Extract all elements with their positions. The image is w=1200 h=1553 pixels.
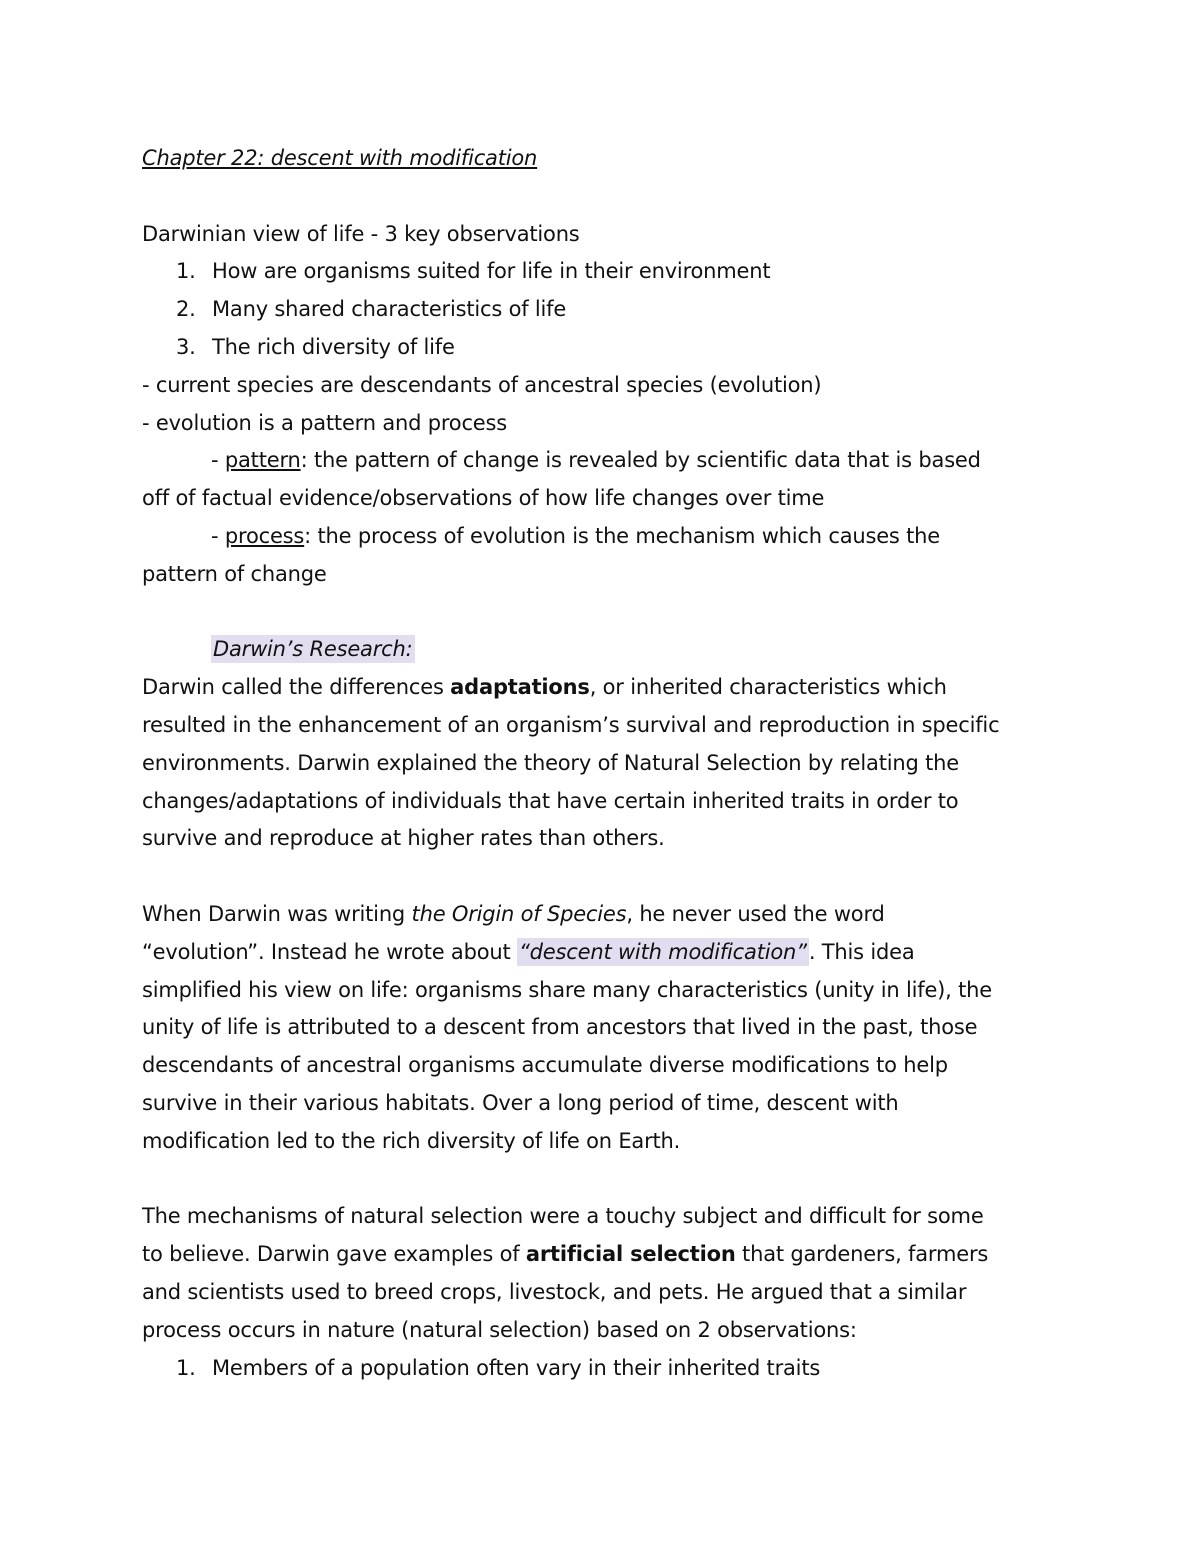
paragraph-line: survive and reproduce at higher rates than others. <box>142 826 665 851</box>
list-number: 3. <box>176 334 196 359</box>
paragraph-line <box>142 669 1062 707</box>
paragraph-line: modification led to the rich diversity of life on Earth. <box>142 1128 681 1153</box>
process-definition <box>142 518 1062 556</box>
observation-item <box>142 329 1062 367</box>
selection-observation-item <box>142 1350 1062 1388</box>
chapter-title: Chapter 22: descent with modification <box>142 146 538 170</box>
list-number: 2. <box>176 297 196 322</box>
paragraph-line: and scientists used to breed crops, livestock, and pets. He argued that a similar <box>142 1279 967 1304</box>
bullet-line: - evolution is a pattern and process <box>142 410 508 435</box>
process-continuation: pattern of change <box>142 561 327 586</box>
term-adaptations: adaptations <box>450 675 590 700</box>
paragraph-line: environments. Darwin explained the theory of Natural Selection by relating the <box>142 750 959 775</box>
text-run: , or inherited characteristics which <box>589 675 947 700</box>
spacer <box>142 1161 1062 1199</box>
process-term: process <box>224 523 305 548</box>
highlighted-phrase: “descent with modification” <box>519 939 807 964</box>
paragraph-line: The mechanisms of natural selection were a touchy subject and difficult for some <box>142 1204 984 1229</box>
paragraph-line: simplified his view on life: organisms share many characteristics (unity in life), the <box>142 977 992 1002</box>
book-title: the Origin of Species <box>411 901 627 926</box>
text-run: . This idea <box>808 939 915 964</box>
text-run: to believe. Darwin gave examples of <box>142 1242 526 1267</box>
observation-item <box>142 253 1062 291</box>
chapter-title-line <box>142 140 1062 178</box>
list-text: Members of a population often vary in their inherited traits <box>212 1355 821 1380</box>
list-text: Many shared characteristics of life <box>212 297 567 322</box>
paragraph-line: changes/adaptations of individuals that have certain inherited traits in order to <box>142 788 959 813</box>
paragraph-line: process occurs in nature (natural selection) based on 2 observations: <box>142 1317 857 1342</box>
text-run: Darwin called the differences <box>142 675 451 700</box>
paragraph-line: resulted in the enhancement of an organism’s survival and reproduction in specific <box>142 712 1000 737</box>
paragraph-line: survive in their various habitats. Over a long period of time, descent with <box>142 1090 899 1115</box>
research-heading: Darwin’s Research: <box>213 637 413 662</box>
pattern-text: : the pattern of change is revealed by scientific data that is based <box>300 448 981 473</box>
observation-item <box>142 291 1062 329</box>
spacer <box>142 178 1062 216</box>
document-body <box>142 140 1062 1387</box>
paragraph-line <box>142 934 1062 972</box>
text-run: that gardeners, farmers <box>735 1242 989 1267</box>
process-text: : the process of evolution is the mechanism which causes the <box>304 523 941 548</box>
dash: - <box>211 448 225 473</box>
bullet-line: - current species are descendants of ancestral species (evolution) <box>142 372 822 397</box>
dash: - <box>211 523 225 548</box>
research-heading-line <box>142 631 1062 669</box>
observations-heading: Darwinian view of life - 3 key observations <box>142 221 580 246</box>
text-run: “evolution”. Instead he wrote about <box>142 939 517 964</box>
list-text: How are organisms suited for life in their environment <box>212 259 771 284</box>
term-artificial-selection: artificial selection <box>525 1242 736 1267</box>
list-text: The rich diversity of life <box>212 334 455 359</box>
pattern-continuation: off of factual evidence/observations of how life changes over time <box>142 486 825 511</box>
pattern-definition <box>142 442 1062 480</box>
text-run: , he never used the word <box>626 901 885 926</box>
paragraph-line: unity of life is attributed to a descent from ancestors that lived in the past, those <box>142 1015 978 1040</box>
paragraph-line <box>142 896 1062 934</box>
paragraph-line <box>142 1236 1062 1274</box>
paragraph-line: descendants of ancestral organisms accumulate diverse modifications to help <box>142 1053 948 1078</box>
pattern-term: pattern <box>224 448 301 473</box>
text-run: When Darwin was writing <box>142 901 412 926</box>
list-number: 1. <box>176 259 196 284</box>
list-number: 1. <box>176 1355 196 1380</box>
spacer <box>142 858 1062 896</box>
spacer <box>142 594 1062 632</box>
